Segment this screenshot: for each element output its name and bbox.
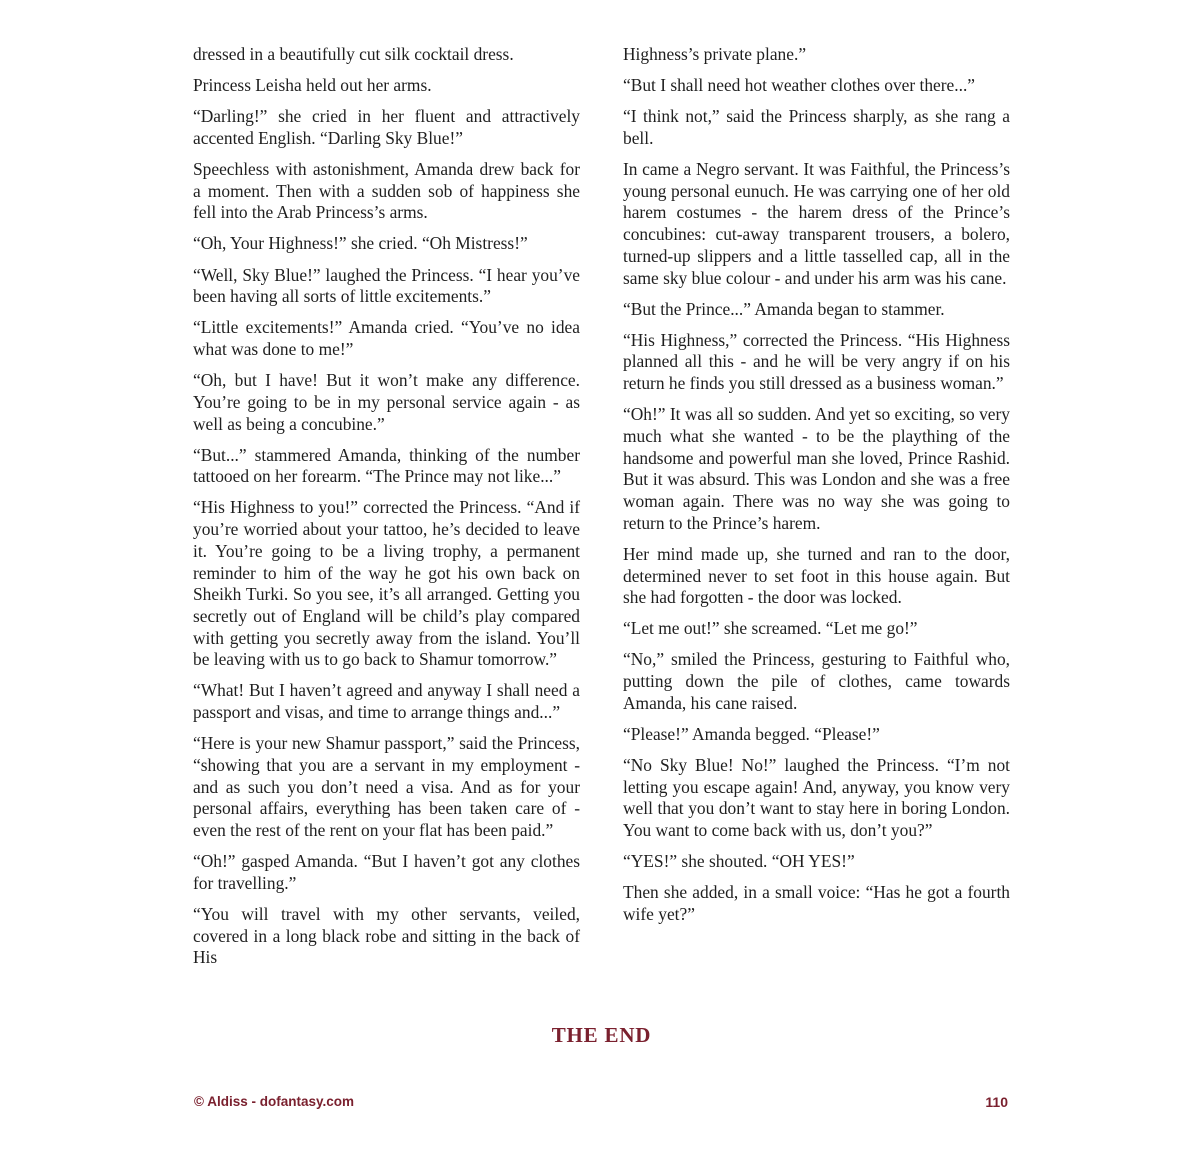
paragraph: “But the Prince...” Amanda began to stammer. (623, 298, 945, 319)
paragraph: “Let me out!” she screamed. “Let me go!” (623, 618, 918, 639)
paragraph: “Oh, but I have! But it won’t make any difference. You’re going to be in my personal service again - as well as being a concubine.” (193, 370, 580, 434)
paragraph: “His Highness,” corrected the Princess. “His Highness planned all this - and he will be very angry if on his return he finds you still dressed as a business woman.” (623, 329, 1010, 394)
paragraph: Her mind made up, she turned and ran to the door, determined never to set foot in this house again. But she had forgotten - the door was locked. (623, 543, 1010, 608)
left-column (193, 44, 580, 978)
paragraph: “But I shall need hot weather clothes over there...” (623, 75, 976, 96)
paragraph: Speechless with astonishment, Amanda drew back for a moment. Then with a sudden sob of happiness she fell into the Arab Princess’s arms. (193, 158, 580, 223)
paragraph: “YES!” she shouted. “OH YES!” (623, 851, 855, 872)
page-number: 110 (985, 1094, 1008, 1110)
paragraph: “Oh, Your Highness!” she cried. “Oh Mistress!” (193, 233, 528, 254)
paragraph: “Please!” Amanda begged. “Please!” (623, 723, 880, 744)
paragraph: “Oh!” gasped Amanda. “But I haven’t got any clothes for travelling.” (193, 851, 580, 893)
paragraph: dressed in a beautifully cut silk cocktail dress. (193, 44, 514, 64)
copyright-text: © Aldiss - dofantasy.com (194, 1094, 354, 1109)
paragraph: “Oh!” It was all so sudden. And yet so exciting, so very much what she wanted - to be the plaything of the handsome and powerful man she loved, Prince Rashid. But it was absurd. This was London and she was a free woman again. There was no way she was going to return to the Prince’s harem. (623, 404, 1010, 533)
paragraph: “I think not,” said the Princess sharply, as she rang a bell. (623, 106, 1010, 148)
paragraph: “His Highness to you!” corrected the Princess. “And if you’re worried about your tattoo, he’s decided to leave it. You’re going to be a living trophy, a permanent reminder to him of the way he got his own back on Sheikh Turki. So you see, it’s all arranged. Getting you secretly out of England will be child’s play compared with getting you secretly away from the island. You’ll be leaving with us to go back to Shamur tomorrow.” (193, 497, 580, 670)
paragraph: “Darling!” she cried in her fluent and attractively accented English. “Darling Sky Blue!” (193, 106, 580, 148)
paragraph: “Little excitements!” Amanda cried. “You’ve no idea what was done to me!” (193, 317, 580, 360)
the-end-heading: THE END (551, 1023, 652, 1047)
paragraph: Highness’s private plane.” (623, 44, 807, 64)
paragraph: Then she added, in a small voice: “Has he got a fourth wife yet?” (623, 882, 1010, 924)
paragraph: “You will travel with my other servants, veiled, covered in a long black robe and sitting in the back of His (193, 903, 580, 968)
paragraph: “Here is your new Shamur passport,” said the Princess, “showing that you are a servant in my employment - and as such you don’t need a visa. And as for your personal affairs, everything has been taken care of - even the rest of the rent on your flat has been paid.” (193, 733, 580, 841)
paragraph: “What! But I haven’t agreed and anyway I shall need a passport and visas, and time to arrange things and...” (193, 680, 580, 723)
paragraph: “No,” smiled the Princess, gesturing to Faithful who, putting down the pile of clothes, came towards Amanda, his cane raised. (623, 649, 1010, 713)
paragraph: In came a Negro servant. It was Faithful, the Princess’s young personal eunuch. He was carrying one of her old harem costumes - the harem dress of the Prince’s concubines: cut-away transparent trousers, a bolero, turned-up slippers and a little tasselled cap, all in the same sky blue colour - and under his arm was his cane. (623, 158, 1010, 288)
paragraph: “Well, Sky Blue!” laughed the Princess. “I hear you’ve been having all sorts of little excitements.” (193, 264, 580, 307)
paragraph: “But...” stammered Amanda, thinking of the number tattooed on her forearm. “The Prince may not like...” (193, 444, 580, 487)
text-content (193, 44, 1010, 978)
right-column (623, 44, 1010, 978)
paragraph: “No Sky Blue! No!” laughed the Princess. “I’m not letting you escape again! And, anyway, you know very well that you don’t want to stay here in boring London. You want to come back with us, don’t you?” (623, 754, 1010, 841)
paragraph: Princess Leisha held out her arms. (193, 75, 432, 96)
